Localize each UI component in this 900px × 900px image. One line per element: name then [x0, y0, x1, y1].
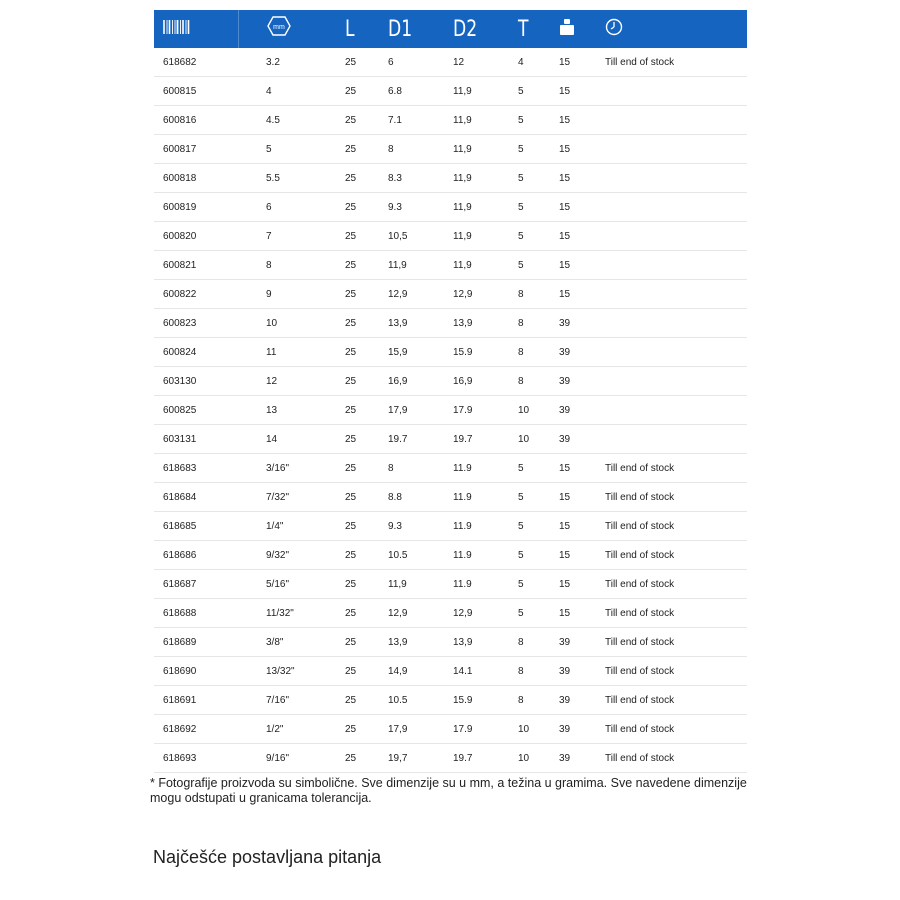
cell-code: 618689	[154, 628, 238, 657]
cell-availability	[599, 309, 747, 338]
cell-t: 4	[506, 48, 553, 77]
cell-t: 5	[506, 164, 553, 193]
cell-d2: 11.9	[446, 541, 506, 570]
cell-d2: 11,9	[446, 106, 506, 135]
cell-t: 8	[506, 628, 553, 657]
cell-weight: 39	[553, 425, 599, 454]
cell-d2: 11.9	[446, 454, 506, 483]
cell-code: 618690	[154, 657, 238, 686]
cell-d1: 8	[382, 454, 446, 483]
cell-availability: Till end of stock	[599, 541, 747, 570]
cell-weight: 15	[553, 512, 599, 541]
cell-code: 618685	[154, 512, 238, 541]
cell-size: 6	[238, 193, 339, 222]
cell-size: 12	[238, 367, 339, 396]
cell-code: 600825	[154, 396, 238, 425]
clock-icon	[605, 17, 623, 42]
cell-availability: Till end of stock	[599, 48, 747, 77]
cell-t: 8	[506, 338, 553, 367]
cell-d2: 11,9	[446, 77, 506, 106]
cell-length: 25	[339, 77, 382, 106]
cell-d1: 12,9	[382, 599, 446, 628]
cell-weight: 15	[553, 77, 599, 106]
cell-size: 13/32"	[238, 657, 339, 686]
cell-availability: Till end of stock	[599, 628, 747, 657]
cell-length: 25	[339, 367, 382, 396]
table-row[interactable]	[154, 686, 747, 715]
cell-weight: 15	[553, 222, 599, 251]
table-row[interactable]	[154, 251, 747, 280]
cell-length: 25	[339, 280, 382, 309]
cell-size: 3/16"	[238, 454, 339, 483]
cell-d2: 17.9	[446, 715, 506, 744]
table-row[interactable]	[154, 657, 747, 686]
table-row[interactable]	[154, 135, 747, 164]
cell-weight: 15	[553, 454, 599, 483]
cell-code: 600822	[154, 280, 238, 309]
cell-d1: 17,9	[382, 396, 446, 425]
table-row[interactable]	[154, 628, 747, 657]
cell-code: 600817	[154, 135, 238, 164]
table-row[interactable]	[154, 396, 747, 425]
cell-weight: 15	[553, 251, 599, 280]
cell-d2: 14.1	[446, 657, 506, 686]
cell-length: 25	[339, 628, 382, 657]
cell-t: 10	[506, 744, 553, 773]
cell-d1: 8.8	[382, 483, 446, 512]
cell-size: 5.5	[238, 164, 339, 193]
cell-length: 25	[339, 715, 382, 744]
cell-d2: 11,9	[446, 135, 506, 164]
cell-length: 25	[339, 483, 382, 512]
cell-t: 5	[506, 77, 553, 106]
cell-d2: 15.9	[446, 338, 506, 367]
cell-d1: 14,9	[382, 657, 446, 686]
cell-availability	[599, 425, 747, 454]
cell-t: 5	[506, 512, 553, 541]
hex-size-mm-icon	[267, 15, 291, 43]
cell-weight: 15	[553, 193, 599, 222]
cell-t: 5	[506, 483, 553, 512]
cell-d2: 11.9	[446, 570, 506, 599]
cell-d1: 16,9	[382, 367, 446, 396]
column-header-length: L	[345, 16, 355, 42]
cell-weight: 15	[553, 135, 599, 164]
cell-d2: 19.7	[446, 425, 506, 454]
product-spec-table	[154, 10, 747, 773]
cell-d2: 11,9	[446, 222, 506, 251]
table-row[interactable]	[154, 164, 747, 193]
cell-length: 25	[339, 135, 382, 164]
cell-code: 618682	[154, 48, 238, 77]
table-row[interactable]	[154, 338, 747, 367]
cell-weight: 15	[553, 483, 599, 512]
faq-section-title[interactable]: Najčešće postavljana pitanja	[153, 847, 382, 867]
cell-length: 25	[339, 193, 382, 222]
table-row[interactable]	[154, 483, 747, 512]
cell-weight: 39	[553, 367, 599, 396]
column-header-availability	[599, 10, 747, 48]
cell-d2: 11.9	[446, 512, 506, 541]
cell-length: 25	[339, 657, 382, 686]
cell-d2: 11,9	[446, 251, 506, 280]
cell-code: 618687	[154, 570, 238, 599]
cell-t: 8	[506, 686, 553, 715]
cell-availability: Till end of stock	[599, 599, 747, 628]
cell-d2: 16,9	[446, 367, 506, 396]
cell-code: 618691	[154, 686, 238, 715]
cell-d2: 11,9	[446, 164, 506, 193]
cell-size: 11/32"	[238, 599, 339, 628]
cell-d2: 12,9	[446, 599, 506, 628]
cell-t: 5	[506, 570, 553, 599]
cell-size: 1/2"	[238, 715, 339, 744]
barcode-icon	[163, 17, 193, 42]
cell-size: 5	[238, 135, 339, 164]
cell-t: 5	[506, 106, 553, 135]
cell-availability	[599, 222, 747, 251]
svg-text:mm: mm	[272, 24, 285, 31]
cell-length: 25	[339, 106, 382, 135]
cell-weight: 15	[553, 541, 599, 570]
cell-code: 618683	[154, 454, 238, 483]
cell-length: 25	[339, 48, 382, 77]
cell-d1: 17,9	[382, 715, 446, 744]
cell-availability	[599, 396, 747, 425]
cell-d2: 13,9	[446, 628, 506, 657]
cell-weight: 39	[553, 309, 599, 338]
cell-t: 5	[506, 541, 553, 570]
cell-t: 5	[506, 135, 553, 164]
cell-d2: 11,9	[446, 193, 506, 222]
cell-length: 25	[339, 744, 382, 773]
cell-weight: 39	[553, 338, 599, 367]
cell-availability: Till end of stock	[599, 715, 747, 744]
cell-t: 8	[506, 657, 553, 686]
cell-availability: Till end of stock	[599, 570, 747, 599]
table-header	[154, 10, 747, 48]
cell-d2: 17.9	[446, 396, 506, 425]
cell-size: 5/16"	[238, 570, 339, 599]
cell-d1: 10.5	[382, 541, 446, 570]
cell-d2: 12,9	[446, 280, 506, 309]
cell-weight: 15	[553, 164, 599, 193]
cell-d1: 8.3	[382, 164, 446, 193]
cell-code: 600820	[154, 222, 238, 251]
cell-d1: 6.8	[382, 77, 446, 106]
cell-availability: Till end of stock	[599, 657, 747, 686]
cell-availability	[599, 135, 747, 164]
cell-d1: 10,5	[382, 222, 446, 251]
column-header-size	[238, 10, 339, 48]
cell-availability	[599, 193, 747, 222]
table-row[interactable]	[154, 77, 747, 106]
cell-weight: 39	[553, 628, 599, 657]
cell-weight: 15	[553, 280, 599, 309]
cell-size: 4	[238, 77, 339, 106]
cell-code: 600818	[154, 164, 238, 193]
cell-length: 25	[339, 570, 382, 599]
cell-d1: 15,9	[382, 338, 446, 367]
cell-size: 7/32"	[238, 483, 339, 512]
cell-d1: 11,9	[382, 251, 446, 280]
cell-weight: 15	[553, 106, 599, 135]
cell-weight: 15	[553, 599, 599, 628]
cell-d2: 13,9	[446, 309, 506, 338]
cell-d1: 9.3	[382, 512, 446, 541]
cell-length: 25	[339, 164, 382, 193]
cell-weight: 15	[553, 570, 599, 599]
cell-d1: 11,9	[382, 570, 446, 599]
cell-t: 8	[506, 309, 553, 338]
table-row[interactable]	[154, 425, 747, 454]
cell-length: 25	[339, 425, 382, 454]
cell-availability: Till end of stock	[599, 483, 747, 512]
table-row[interactable]	[154, 106, 747, 135]
cell-size: 14	[238, 425, 339, 454]
cell-d2: 19.7	[446, 744, 506, 773]
weight-icon	[559, 17, 575, 42]
cell-size: 10	[238, 309, 339, 338]
cell-d1: 13,9	[382, 309, 446, 338]
cell-availability	[599, 164, 747, 193]
cell-size: 1/4"	[238, 512, 339, 541]
cell-d1: 8	[382, 135, 446, 164]
cell-availability: Till end of stock	[599, 686, 747, 715]
footnote: * Fotografije proizvoda su simbolične. Sve dimenzije su u mm, a težina u gramima. Sve navedene dimenzije mogu odstupati u granicama tolerancija.	[150, 776, 747, 805]
cell-t: 10	[506, 715, 553, 744]
cell-t: 5	[506, 222, 553, 251]
cell-t: 5	[506, 251, 553, 280]
cell-code: 600824	[154, 338, 238, 367]
cell-size: 9/32"	[238, 541, 339, 570]
cell-availability	[599, 106, 747, 135]
cell-length: 25	[339, 338, 382, 367]
cell-d1: 7.1	[382, 106, 446, 135]
cell-size: 7/16"	[238, 686, 339, 715]
cell-d1: 19.7	[382, 425, 446, 454]
column-header-code	[154, 10, 238, 48]
cell-length: 25	[339, 599, 382, 628]
cell-t: 5	[506, 193, 553, 222]
table-row[interactable]	[154, 541, 747, 570]
cell-length: 25	[339, 512, 382, 541]
table-row[interactable]	[154, 48, 747, 77]
cell-t: 5	[506, 454, 553, 483]
cell-d1: 19,7	[382, 744, 446, 773]
cell-code: 600823	[154, 309, 238, 338]
cell-code: 618684	[154, 483, 238, 512]
cell-weight: 15	[553, 48, 599, 77]
column-header-t: T	[518, 16, 529, 42]
cell-weight: 39	[553, 657, 599, 686]
table-row[interactable]	[154, 570, 747, 599]
cell-d2: 11.9	[446, 483, 506, 512]
cell-length: 25	[339, 396, 382, 425]
cell-length: 25	[339, 309, 382, 338]
cell-size: 13	[238, 396, 339, 425]
table-row[interactable]	[154, 454, 747, 483]
table-row[interactable]	[154, 599, 747, 628]
cell-length: 25	[339, 686, 382, 715]
cell-availability: Till end of stock	[599, 744, 747, 773]
cell-weight: 39	[553, 686, 599, 715]
cell-length: 25	[339, 541, 382, 570]
cell-size: 4.5	[238, 106, 339, 135]
cell-d1: 13,9	[382, 628, 446, 657]
table-row[interactable]	[154, 193, 747, 222]
cell-code: 618686	[154, 541, 238, 570]
cell-code: 603131	[154, 425, 238, 454]
cell-t: 10	[506, 396, 553, 425]
cell-code: 618688	[154, 599, 238, 628]
cell-d2: 15.9	[446, 686, 506, 715]
table-row[interactable]	[154, 744, 747, 773]
column-header-d1: D1	[388, 16, 413, 42]
cell-length: 25	[339, 222, 382, 251]
cell-availability	[599, 251, 747, 280]
cell-availability	[599, 367, 747, 396]
cell-weight: 39	[553, 396, 599, 425]
cell-t: 10	[506, 425, 553, 454]
table-row[interactable]	[154, 715, 747, 744]
cell-size: 9/16"	[238, 744, 339, 773]
cell-t: 8	[506, 280, 553, 309]
cell-weight: 39	[553, 744, 599, 773]
cell-length: 25	[339, 454, 382, 483]
cell-code: 618693	[154, 744, 238, 773]
cell-availability	[599, 338, 747, 367]
cell-code: 618692	[154, 715, 238, 744]
table-row[interactable]	[154, 280, 747, 309]
cell-size: 11	[238, 338, 339, 367]
cell-d2: 12	[446, 48, 506, 77]
cell-t: 5	[506, 599, 553, 628]
cell-code: 600815	[154, 77, 238, 106]
cell-d1: 10.5	[382, 686, 446, 715]
cell-size: 3.2	[238, 48, 339, 77]
cell-length: 25	[339, 251, 382, 280]
cell-availability	[599, 77, 747, 106]
cell-size: 3/8"	[238, 628, 339, 657]
cell-weight: 39	[553, 715, 599, 744]
cell-size: 9	[238, 280, 339, 309]
cell-availability	[599, 280, 747, 309]
cell-size: 7	[238, 222, 339, 251]
cell-code: 603130	[154, 367, 238, 396]
cell-code: 600819	[154, 193, 238, 222]
cell-d1: 9.3	[382, 193, 446, 222]
table-row[interactable]	[154, 309, 747, 338]
cell-d1: 12,9	[382, 280, 446, 309]
table-header-row	[154, 10, 747, 48]
cell-size: 8	[238, 251, 339, 280]
table-row[interactable]	[154, 367, 747, 396]
table-row[interactable]	[154, 512, 747, 541]
cell-d1: 6	[382, 48, 446, 77]
cell-availability: Till end of stock	[599, 512, 747, 541]
column-header-d2: D2	[453, 16, 478, 42]
cell-availability: Till end of stock	[599, 454, 747, 483]
cell-t: 8	[506, 367, 553, 396]
cell-code: 600816	[154, 106, 238, 135]
column-header-weight	[553, 10, 599, 48]
table-row[interactable]	[154, 222, 747, 251]
cell-code: 600821	[154, 251, 238, 280]
table-body	[154, 48, 747, 773]
product-spec-table-container	[154, 10, 747, 773]
